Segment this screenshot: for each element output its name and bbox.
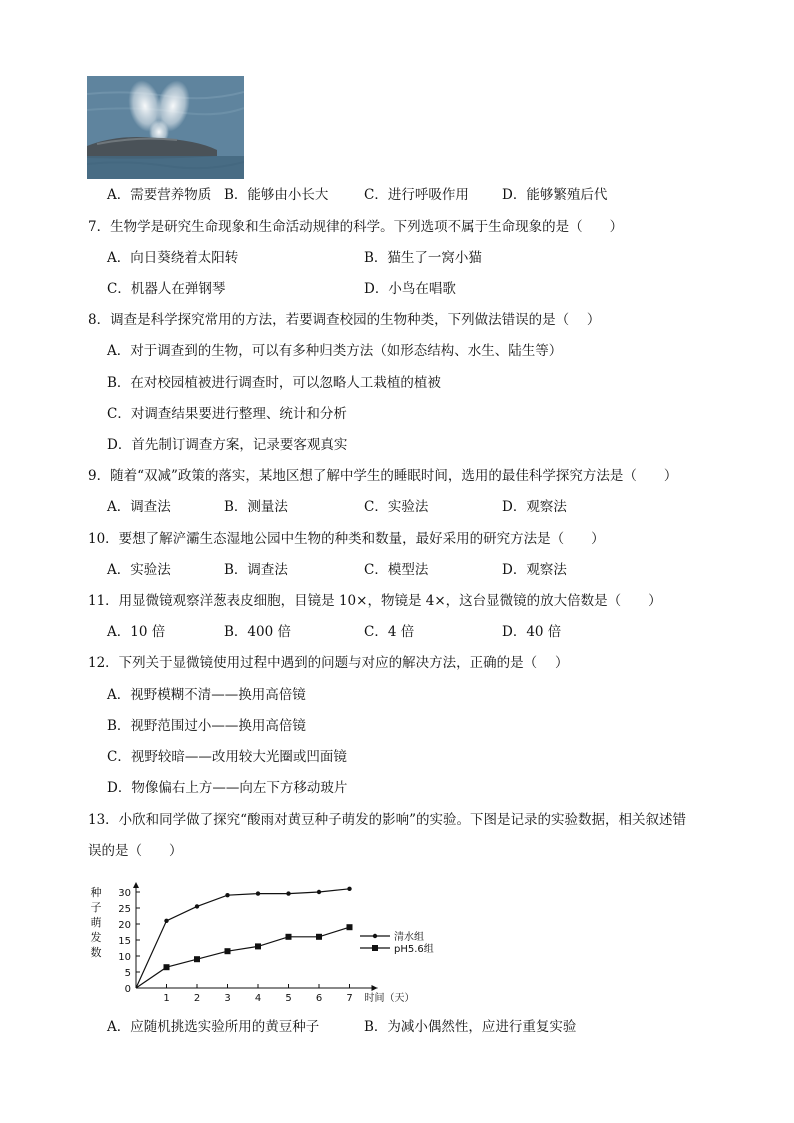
y-axis-label-char: 发 xyxy=(90,931,102,944)
q9-option-a: A．调查法 xyxy=(107,499,171,515)
q9-option-c: C．实验法 xyxy=(364,499,429,515)
y-tick-label: 10 xyxy=(118,952,131,963)
q11-option-a: A．10 倍 xyxy=(107,624,166,640)
y-axis-label-char: 萌 xyxy=(90,916,102,929)
x-tick-label: 4 xyxy=(254,993,262,1004)
x-tick-label: 6 xyxy=(315,993,323,1004)
series-1-point xyxy=(286,891,290,895)
q7-stem: 7．生物学是研究生命现象和生命活动规律的科学。下列选项不属于生命现象的是（ ） xyxy=(88,219,624,235)
q8-stem: 8．调查是科学探究常用的方法，若要调查校园的生物种类，下列做法错误的是（ ） xyxy=(88,312,601,328)
x-axis-label: 时间（天） xyxy=(364,993,415,1004)
y-tick-label: 5 xyxy=(124,968,131,979)
q10-option-b: B．调查法 xyxy=(224,562,288,578)
q12-option-d: D．物像偏右上方——向左下方移动玻片 xyxy=(107,780,348,796)
q12-option-c: C．视野较暗——改用较大光圈或凹面镜 xyxy=(107,749,347,765)
q12-stem: 12．下列关于显微镜使用过程中遇到的问题与对应的解决方法，正确的是（ ） xyxy=(88,655,569,671)
q11-option-b: B．400 倍 xyxy=(224,624,291,640)
q8-option-b: B．在对校园植被进行调查时，可以忽略人工栽植的植被 xyxy=(107,375,441,391)
q10-stem: 10．要想了解浐灞生态湿地公园中生物的种类和数量，最好采用的研究方法是（ ） xyxy=(88,531,605,547)
x-tick-label: 3 xyxy=(224,993,231,1004)
q9-stem: 9．随着“双减”政策的落实，某地区想了解中学生的睡眠时间，选用的最佳科学探究方法是（ ） xyxy=(88,468,678,484)
q9-option-b: B．测量法 xyxy=(224,499,288,515)
y-axis-label-char: 子 xyxy=(90,901,102,914)
q7-option-b: B．猫生了一窝小猫 xyxy=(364,250,482,266)
series-2-point xyxy=(194,956,200,962)
q12-option-a: A．视野模糊不清——换用高倍镜 xyxy=(107,687,306,703)
series-2-point xyxy=(255,943,261,949)
q13-stem-line2: 误的是（ ） xyxy=(88,843,183,859)
y-tick-label: 15 xyxy=(118,936,131,947)
q6-option-c: C．进行呼吸作用 xyxy=(364,187,469,203)
q11-option-d: D．40 倍 xyxy=(502,624,562,640)
series-1-point xyxy=(164,919,168,923)
x-tick-label: 1 xyxy=(163,993,170,1004)
q13-option-b: B．为减小偶然性，应进行重复实验 xyxy=(364,1019,577,1035)
y-tick-label: 25 xyxy=(118,904,131,915)
whale-spout-image xyxy=(87,76,244,179)
y-axis-arrow xyxy=(133,882,139,888)
q6-option-a: A．需要营养物质 xyxy=(107,187,212,203)
x-axis-arrow xyxy=(372,985,378,991)
y-tick-label: 20 xyxy=(118,920,131,931)
series-1-point xyxy=(195,904,199,908)
q7-option-c: C．机器人在弹钢琴 xyxy=(107,281,226,297)
q13-option-a: A．应随机挑选实验所用的黄豆种子 xyxy=(107,1019,320,1035)
q10-option-a: A．实验法 xyxy=(107,562,171,578)
series-2-point xyxy=(316,934,322,940)
q6-option-b: B．能够由小长大 xyxy=(224,187,329,203)
legend-label-2: pH5.6组 xyxy=(394,944,434,955)
series-1-point xyxy=(347,887,351,891)
germination-line-chart xyxy=(88,880,488,1005)
legend-marker-2 xyxy=(372,945,378,951)
q8-option-c: C．对调查结果要进行整理、统计和分析 xyxy=(107,406,347,422)
q6-option-d: D．能够繁殖后代 xyxy=(502,187,608,203)
q8-option-d: D．首先制订调查方案，记录要客观真实 xyxy=(107,437,348,453)
series-2-point xyxy=(347,924,353,930)
series-1-point xyxy=(317,890,321,894)
x-tick-label: 7 xyxy=(346,993,353,1004)
q9-option-d: D．观察法 xyxy=(502,499,567,515)
q7-option-d: D．小鸟在唱歌 xyxy=(364,281,456,297)
y-tick-label: 0 xyxy=(124,984,131,995)
q10-option-d: D．观察法 xyxy=(502,562,567,578)
q10-option-c: C．模型法 xyxy=(364,562,429,578)
q11-stem: 11．用显微镜观察洋葱表皮细胞，目镜是 10×，物镜是 4×，这台显微镜的放大倍数是（ ） xyxy=(88,593,662,609)
series-2-point xyxy=(286,934,292,940)
series-1-point xyxy=(225,893,229,897)
q13-stem-line1: 13．小欣和同学做了探究“酸雨对黄豆种子萌发的影响”的实验。下图是记录的实验数据，相关叙述错 xyxy=(88,812,686,828)
series-2-point xyxy=(164,964,170,970)
whale-spout-photo xyxy=(87,76,244,179)
series-1-point xyxy=(256,891,260,895)
q12-option-b: B．视野范围过小——换用高倍镜 xyxy=(107,718,306,734)
x-tick-label: 2 xyxy=(193,993,201,1004)
legend-marker-1 xyxy=(373,934,377,938)
y-tick-label: 30 xyxy=(118,888,131,899)
x-tick-label: 5 xyxy=(285,993,292,1004)
q8-option-a: A．对于调查到的生物，可以有多种归类方法（如形态结构、水生、陆生等） xyxy=(107,343,563,359)
y-axis-label-char: 数 xyxy=(90,946,102,959)
series-2-point xyxy=(225,948,231,954)
q11-option-c: C．4 倍 xyxy=(364,624,415,640)
q7-option-a: A．向日葵绕着太阳转 xyxy=(107,250,239,266)
legend-label-1: 清水组 xyxy=(394,932,424,943)
y-axis-label-char: 种 xyxy=(90,886,102,899)
